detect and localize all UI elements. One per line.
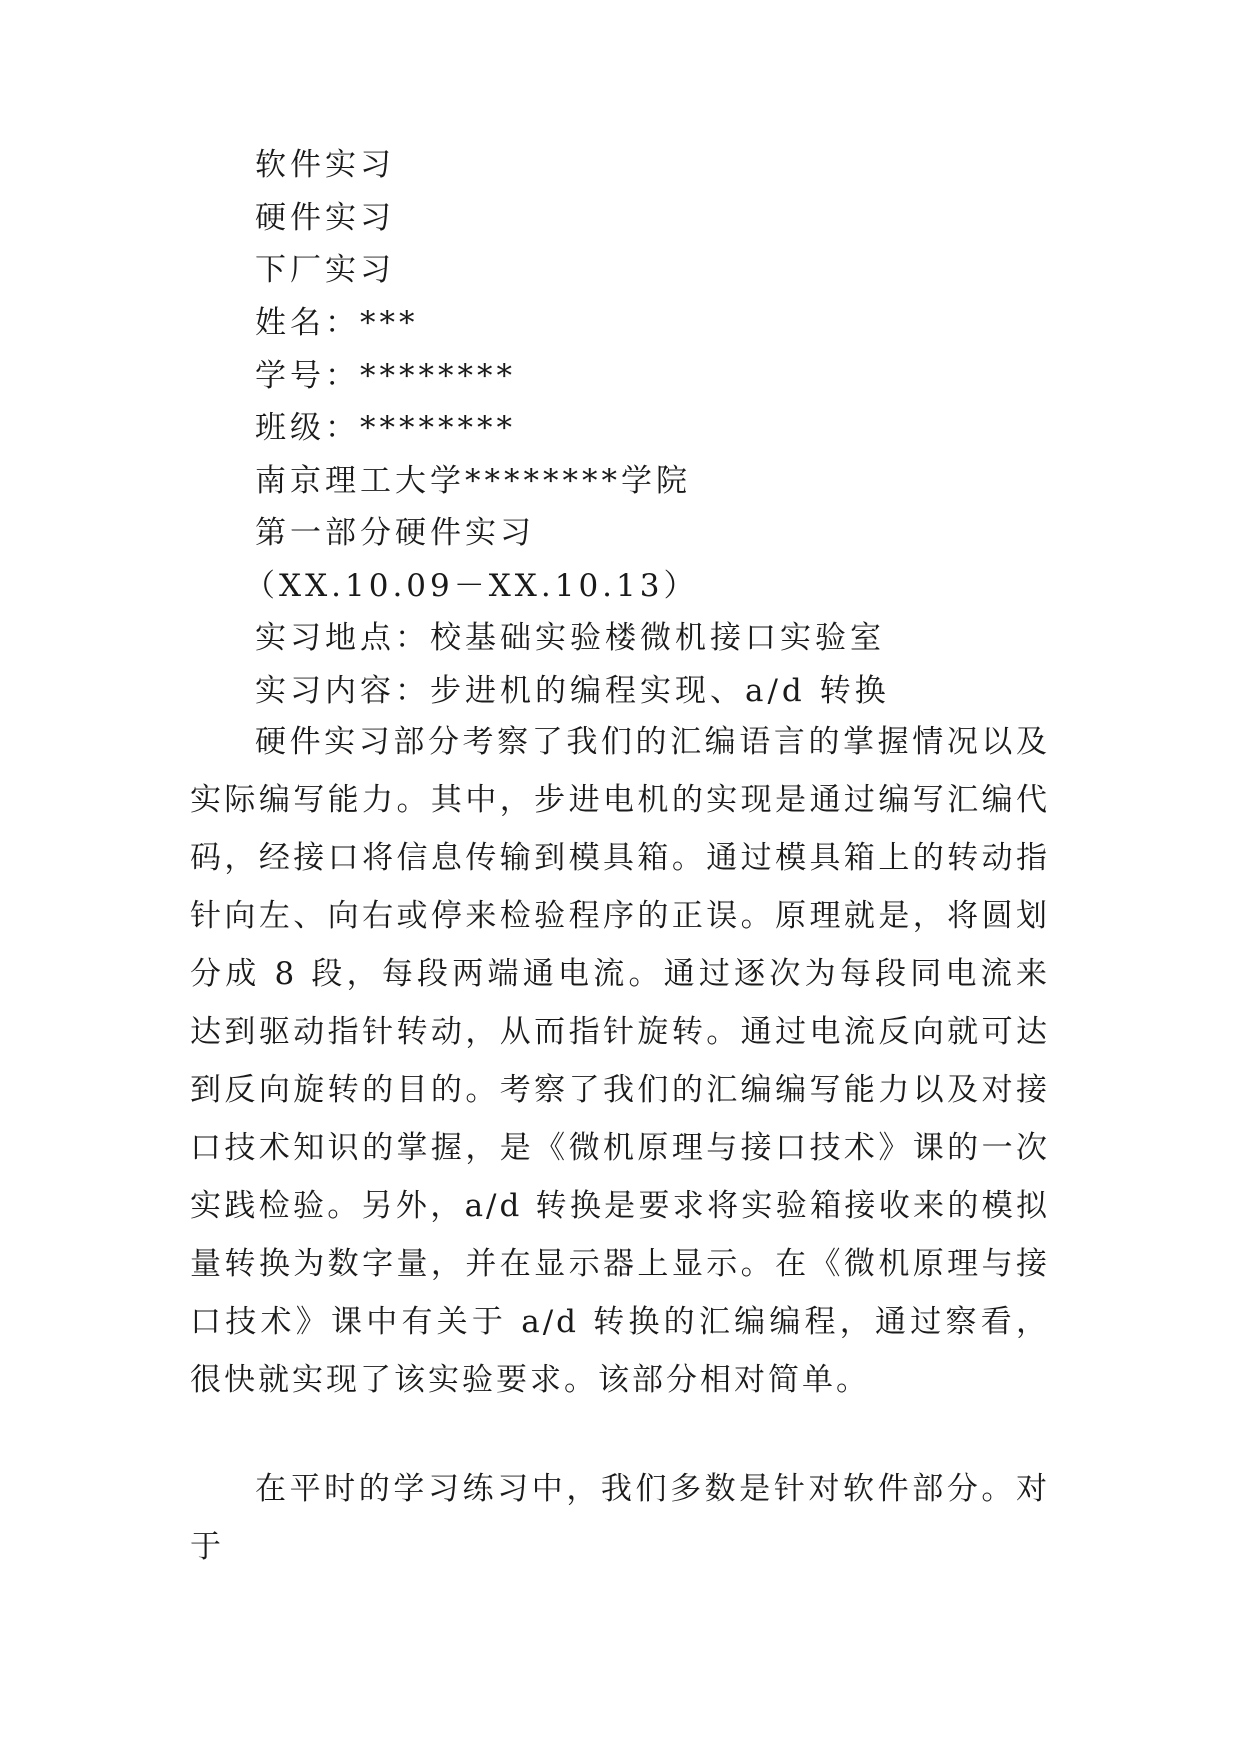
header-line-hardware: 硬件实习 <box>255 200 395 236</box>
header-line-factory: 下厂实习 <box>255 252 395 288</box>
date-range: （XX.10.09－XX.10.13） <box>244 568 699 604</box>
class-line: 班级：******** <box>255 410 516 446</box>
school-line: 南京理工大学********学院 <box>255 463 691 499</box>
location-line: 实习地点：校基础实验楼微机接口实验室 <box>255 620 885 656</box>
section-title: 第一部分硬件实习 <box>255 515 535 551</box>
content-line: 实习内容：步进机的编程实现、a/d 转换 <box>255 673 890 709</box>
body-paragraph-1: 硬件实习部分考察了我们的汇编语言的掌握情况以及实际编写能力。其中，步进电机的实现是通过编写汇编代码，经接口将信息传输到模具箱。通过模具箱上的转动指针向左、向右或停来检验程序的正误。原理就是，将圆划分成 8 段，每段两端通电流。通过逐次为每段同电流来达到驱动指针转动，从而指针旋转。通过电流反向就可达到反向旋转的目的。考察了我们的汇编编写能力以及对接口技术知识的掌握，是《微机原理与接口技术》课的一次实践检验。另外，a/d 转换是要求将实验箱接收来的模拟量转换为数字量，并在显示器上显示。在《微机原理与接口技术》课中有关于 a/d 转换的汇编编程，通过察看，很快就实现了该实验要求。该部分相对简单。 <box>190 724 1050 1398</box>
name-line: 姓名：*** <box>255 305 419 341</box>
student-id-line: 学号：******** <box>255 358 516 394</box>
body-paragraph-2: 在平时的学习练习中，我们多数是针对软件部分。对于 <box>190 1471 1050 1565</box>
header-line-software: 软件实习 <box>255 147 395 183</box>
